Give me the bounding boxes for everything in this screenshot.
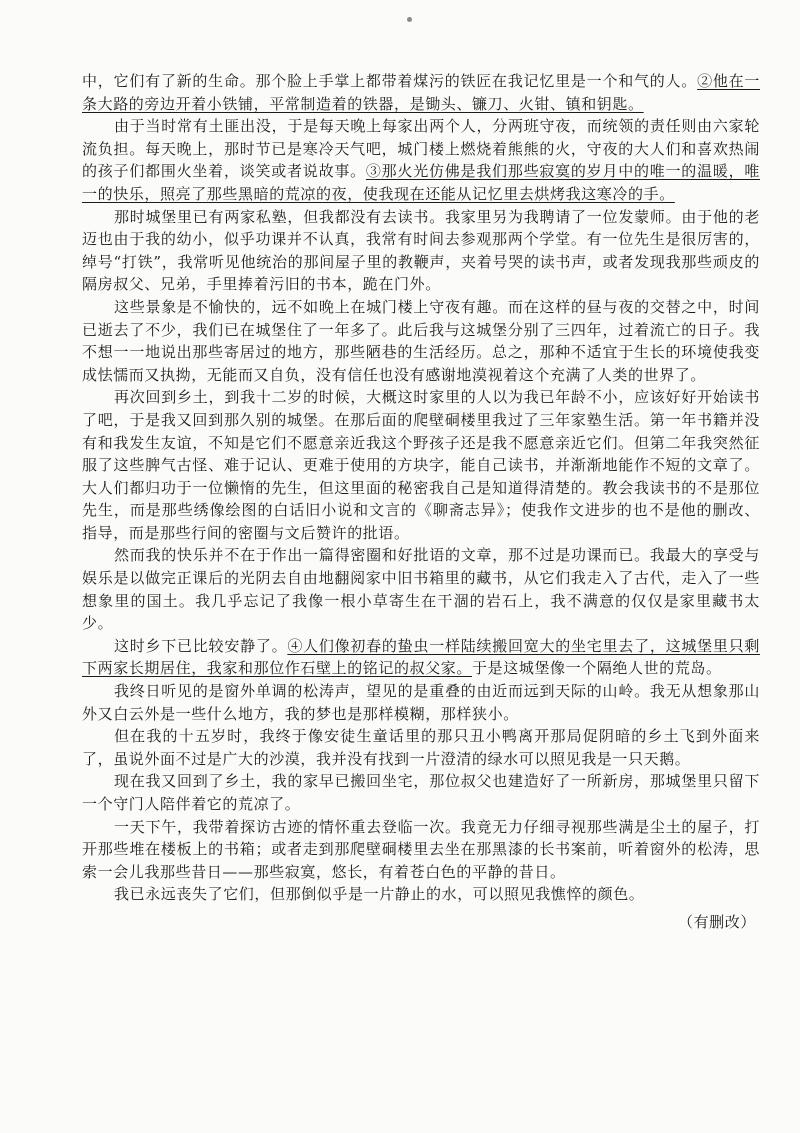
paragraph — [82, 544, 760, 634]
text-segment: 于是这城堡像一个隔绝人世的荒岛。 — [472, 659, 722, 678]
text-segment: 一天下午，我带着探访古迹的情怀重去登临一次。我竟无力仔细寻视那些满是尘土的屋子，打开那些堆在楼板上的书箱；或者走到那爬壁硐楼里去坐在那黑漆的长书案前，听着窗外的松涛，思索一会儿我那些昔日——那些寂寞，悠长，有着苍白色的平静的昔日。 — [82, 817, 760, 881]
paragraph — [82, 386, 760, 544]
paragraph — [82, 680, 760, 725]
underlined-sentence: ②他在一条大路的旁边开着小铁铺，平常制造着的铁器，是锄头、镰刀、火钳、镇和钥匙。 — [82, 72, 760, 113]
scan-dot-mark — [407, 17, 412, 22]
text-segment: 那时城堡里已有两家私塾，但我都没有去读书。我家里另为我聘请了一位发蒙师。由于他的老迈也由于我的幼小，似乎功课并不认真，我常有时间去参观那两个学堂。有一位先生是很厉害的，绰号“打铁”，我常听见他统治的那间屋子里的教鞭声，夹着号哭的读书声，或者发现我那些顽皮的隔房叔父、兄弟，手里捧着污旧的书本，跪在门外。 — [82, 207, 760, 294]
paragraph — [82, 770, 760, 815]
text-segment: 现在我又回到了乡土，我的家早已搬回坐宅，那位叔父也建造好了一所新房，那城堡里只留下一个守门人陪伴着它的荒凉了。 — [82, 772, 760, 813]
text-segment: 由于当时常有土匪出没，于是每天晚上每家出两个人，分两班守夜，而统领的责任则由六家轮流负担。每天晚上，那时节已是寒冷天气吧，城门楼上燃烧着熊熊的火，守夜的大人们和喜欢热闹的孩子们都围火坐着，谈笑或者说故事。 — [82, 117, 760, 181]
paragraph — [82, 725, 760, 770]
text-segment: 中，它们有了新的生命。那个脸上手掌上都带着煤污的铁匠在我记忆里是一个和气的人。 — [82, 72, 698, 90]
text-segment: 这时乡下已比较安静了。 — [114, 636, 288, 655]
text-segment: 这些景象是不愉快的，远不如晚上在城门楼上守夜有趣。而在这样的昼与夜的交替之中，时间已逝去了不少，我们已在城堡住了一年多了。此后我与这城堡分别了三四年，过着流亡的日子。我不想一一地说出那些寄居过的地方，那些陋巷的生活经历。总之，那种不适宜于生长的环境使我变成怯懦而又执拗，无能而又自负，没有信任也没有感谢地漠视着这个充满了人类的世界了。 — [82, 297, 760, 384]
paragraph — [82, 296, 760, 386]
source-note: （有删改） — [677, 912, 756, 931]
paragraph — [82, 816, 760, 884]
text-segment: 但在我的十五岁时，我终于像安徒生童话里的那只丑小鸭离开那局促阴暗的乡土飞到外面来了，虽说外面不过是广大的沙漠，我并没有找到一片澄清的绿水可以照见我是一只天鹅。 — [82, 727, 760, 768]
underlined-sentence: ③那火光仿佛是我们那些寂寞的岁月中的唯一的温暖，唯一的快乐，照亮了那些黑暗的荒凉的夜，使我现在还能从记忆里去烘烤我这寒冷的手。 — [82, 162, 760, 203]
paragraph — [82, 70, 760, 115]
text-segment: 我终日听见的是窗外单调的松涛声，望见的是重叠的由近而远到天际的山岭。我无从想象那山外又白云外是一些什么地方，我的梦也是那样模糊，那样狭小。 — [82, 682, 760, 723]
paragraph — [82, 635, 760, 680]
paragraph — [82, 883, 760, 906]
paragraph — [82, 115, 760, 205]
paragraph — [82, 206, 760, 296]
text-segment: 我已永远丧失了它们，但那倒似乎是一片静止的水，可以照见我憔悴的颜色。 — [114, 885, 645, 904]
text-segment: 再次回到乡土，到我十二岁的时候，大概这时家里的人以为我已年龄不小，应该好好开始读书了吧，于是我又回到那久别的城堡。在那后面的爬壁硐楼里我过了三年家塾生活。第一年书籍并没有和我发生友谊，不知是它们不愿意亲近我这个野孩子还是我不愿意亲近它们。但第二年我突然征服了这些脾气古怪、难于记认、更难于使用的方块字，能自己读书，并渐渐地能作不短的文章了。大人们都归功于一位懒惰的先生，但这里面的秘密我自己是知道得清楚的。教会我读书的不是那位先生，而是那些绣像绘图的白话旧小说和文言的《聊斋志异》；使我作文进步的也不是他的删改、指导，而是那些行间的密圈与文后赞许的批语。 — [82, 388, 760, 542]
text-segment: 然而我的快乐并不在于作出一篇得密圈和好批语的文章，那不过是功课而已。我最大的享受与娱乐是以做完正课后的光阴去自由地翻阅家中旧书箱里的藏书，从它们我走入了古代，走入了一些想象里的国土。我几乎忘记了我像一根小草寄生在干涸的岩石上，我不满意的仅仅是家里藏书太少。 — [82, 546, 760, 633]
underlined-sentence: ④人们像初春的蛰虫一样陆续搬回宽大的坐宅里去了，这城堡里只剩下两家长期居住，我家和那位作石壁上的铭记的叔父家。 — [82, 636, 760, 678]
article-body — [82, 70, 760, 906]
